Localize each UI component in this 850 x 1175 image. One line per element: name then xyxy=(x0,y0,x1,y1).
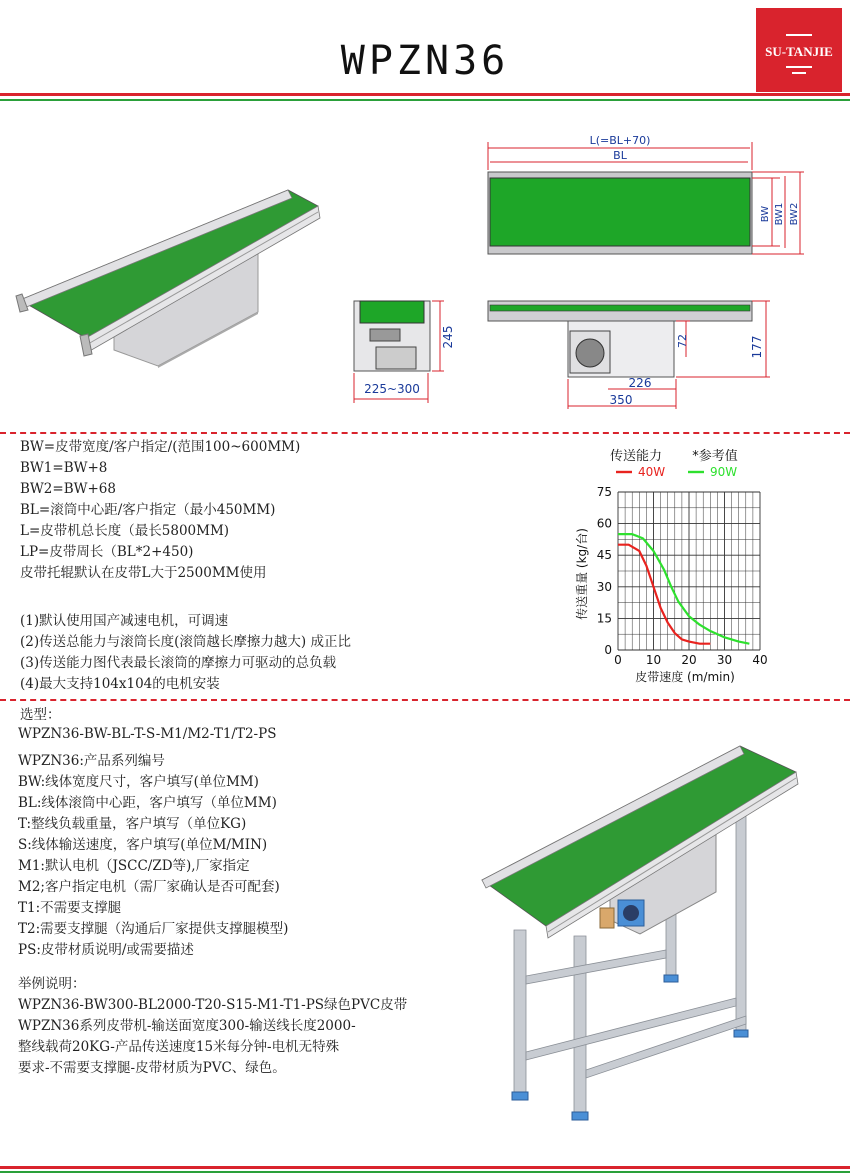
note-line: (2)传送总能力与滚筒长度(滚筒越长摩擦力越大) 成正比 xyxy=(20,634,351,650)
chart-legend xyxy=(616,465,737,479)
example-heading: 举例说明： xyxy=(18,976,86,992)
selection-item: T:整线负载重量，客户填写（单位KG) xyxy=(18,816,247,832)
crossbar-lower xyxy=(526,998,736,1060)
spec-line: BW1=BW+8 xyxy=(20,460,108,476)
footer-rule-red xyxy=(0,1166,850,1169)
section-divider xyxy=(0,432,850,434)
dim-BW1-label: BW1 xyxy=(774,202,785,226)
foot-pad xyxy=(572,1112,588,1120)
logo-line xyxy=(792,72,806,74)
foot-pad xyxy=(512,1092,528,1100)
dim-350-label: 350 xyxy=(609,393,633,407)
logo-text: SU-TANJIE xyxy=(765,44,833,59)
dim-width-label: 225~300 xyxy=(364,382,420,396)
section-divider xyxy=(0,699,850,701)
series-line-40W xyxy=(618,545,710,644)
belt-top xyxy=(490,178,750,246)
motor-fan xyxy=(623,905,639,921)
motor-fan xyxy=(576,339,604,367)
chart-grid xyxy=(618,492,760,650)
y-tick-label: 45 xyxy=(596,548,612,563)
selection-item: M2;客户指定电机（需厂家确认是否可配套) xyxy=(18,879,280,895)
capacity-chart xyxy=(570,442,840,692)
x-tick-label: 40 xyxy=(752,653,768,667)
motor-gearbox xyxy=(600,908,614,928)
y-tick-label: 60 xyxy=(596,516,612,531)
selection-item: T1:不需要支撑腿 xyxy=(18,900,122,916)
selection-items xyxy=(18,751,288,961)
brand-logo xyxy=(756,8,842,92)
selection-item: M1:默认电机（JSCC/ZD等),厂家指定 xyxy=(18,858,250,874)
example-line: 要求-不需要支撑腿-皮带材质为PVC、绿色。 xyxy=(18,1060,286,1076)
foot-pad xyxy=(734,1030,748,1037)
dim-245-label: 245 xyxy=(441,325,455,349)
selection-item: BW:线体宽度尺寸，客户填写(单位MM) xyxy=(18,774,259,790)
spec-line: 皮带托辊默认在皮带L大于2500MM使用 xyxy=(20,565,267,581)
leg-front-right xyxy=(574,936,586,1112)
model-code: WPZN36-BW-BL-T-S-M1/M2-T1/T2-PS xyxy=(18,726,277,742)
dim-BW2-label: BW2 xyxy=(789,202,800,226)
dim-L-label: L(=BL+70) xyxy=(589,134,651,147)
chart-subtitle: *参考值 xyxy=(692,449,738,464)
x-tick-label: 10 xyxy=(645,653,662,667)
spec-line: LP=皮带周长（BL*2+450) xyxy=(20,544,194,560)
logo-line xyxy=(786,34,812,36)
end-view-drawing xyxy=(340,295,470,410)
chart-title: 传送能力 xyxy=(609,449,663,464)
example-line: WPZN36-BW300-BL2000-T20-S15-M1-T1-PS绿色PVC皮带 xyxy=(18,997,408,1013)
selection-item: PS:皮带材质说明/或需要描述 xyxy=(18,942,194,958)
conveyor-with-legs-drawing xyxy=(470,740,810,1130)
chart-ylabel: 传送重量 (kg/台) xyxy=(575,528,589,620)
conveyor-iso-drawing xyxy=(8,160,328,375)
legend-label: 40W xyxy=(638,465,666,479)
header-rule-red xyxy=(0,93,850,96)
leg-back-right xyxy=(736,816,746,1030)
chart-series xyxy=(618,534,749,644)
dim-BL-label: BL xyxy=(613,149,627,162)
spec-definitions xyxy=(20,437,300,584)
foot-pad xyxy=(664,975,678,982)
side-view-drawing xyxy=(480,295,780,410)
selection-item: S:线体输送速度，客户填写(单位M/MIN) xyxy=(18,837,268,853)
spec-line: BW=皮带宽度/客户指定/(范围100~600MM) xyxy=(20,439,301,455)
selection-item: WPZN36:产品系列编号 xyxy=(18,753,165,769)
dim-72-label: 72 xyxy=(676,334,689,348)
example-line: 整线载荷20KG-产品传送速度15米每分钟-电机无特殊 xyxy=(18,1039,340,1055)
spec-notes xyxy=(20,611,351,695)
legend-label: 90W xyxy=(710,465,738,479)
x-tick-label: 0 xyxy=(614,653,622,667)
end-belt xyxy=(360,301,424,323)
selection-item: T2:需要支撑腿（沟通后厂家提供支撑腿模型) xyxy=(18,921,289,937)
x-tick-label: 30 xyxy=(716,653,733,667)
example-line: WPZN36系列皮带机-输送面宽度300-输送线长度2000- xyxy=(18,1018,356,1034)
footer-rule-green xyxy=(0,1171,850,1173)
logo-line xyxy=(786,66,812,68)
crossbar-side xyxy=(586,1016,746,1078)
page-title: WPZN36 xyxy=(340,38,510,84)
side-belt xyxy=(490,305,750,311)
y-tick-label: 30 xyxy=(596,579,612,594)
selection-heading: 选型： xyxy=(20,707,61,723)
crossbar-upper xyxy=(526,950,666,984)
y-tick-label: 15 xyxy=(596,611,612,626)
x-tick-label: 20 xyxy=(681,653,697,667)
dim-177-label: 177 xyxy=(750,335,764,359)
dim-226-label: 226 xyxy=(628,376,652,390)
note-line: (3)传送能力图代表最长滚筒的摩擦力可驱动的总负载 xyxy=(20,655,337,671)
leg-front-left xyxy=(514,930,526,1092)
header-rule-green xyxy=(0,99,850,101)
note-line: (4)最大支持104x104的电机安装 xyxy=(20,676,220,692)
example-lines xyxy=(18,995,407,1079)
dim-BW-label: BW xyxy=(760,205,771,223)
top-view-drawing xyxy=(480,130,810,270)
motor-body xyxy=(370,329,400,341)
y-tick-label: 75 xyxy=(596,485,612,499)
gearbox xyxy=(376,347,416,369)
y-tick-label: 0 xyxy=(604,643,612,657)
spec-line: L=皮带机总长度（最长5800MM) xyxy=(20,523,230,539)
spec-line: BW2=BW+68 xyxy=(20,481,116,497)
spec-line: BL=滚筒中心距/客户指定（最小450MM) xyxy=(20,502,276,518)
selection-item: BL:线体滚筒中心距，客户填写（单位MM) xyxy=(18,795,277,811)
note-line: (1)默认使用国产减速电机，可调速 xyxy=(20,613,229,629)
chart-xlabel: 皮带速度 (m/min) xyxy=(635,670,735,684)
